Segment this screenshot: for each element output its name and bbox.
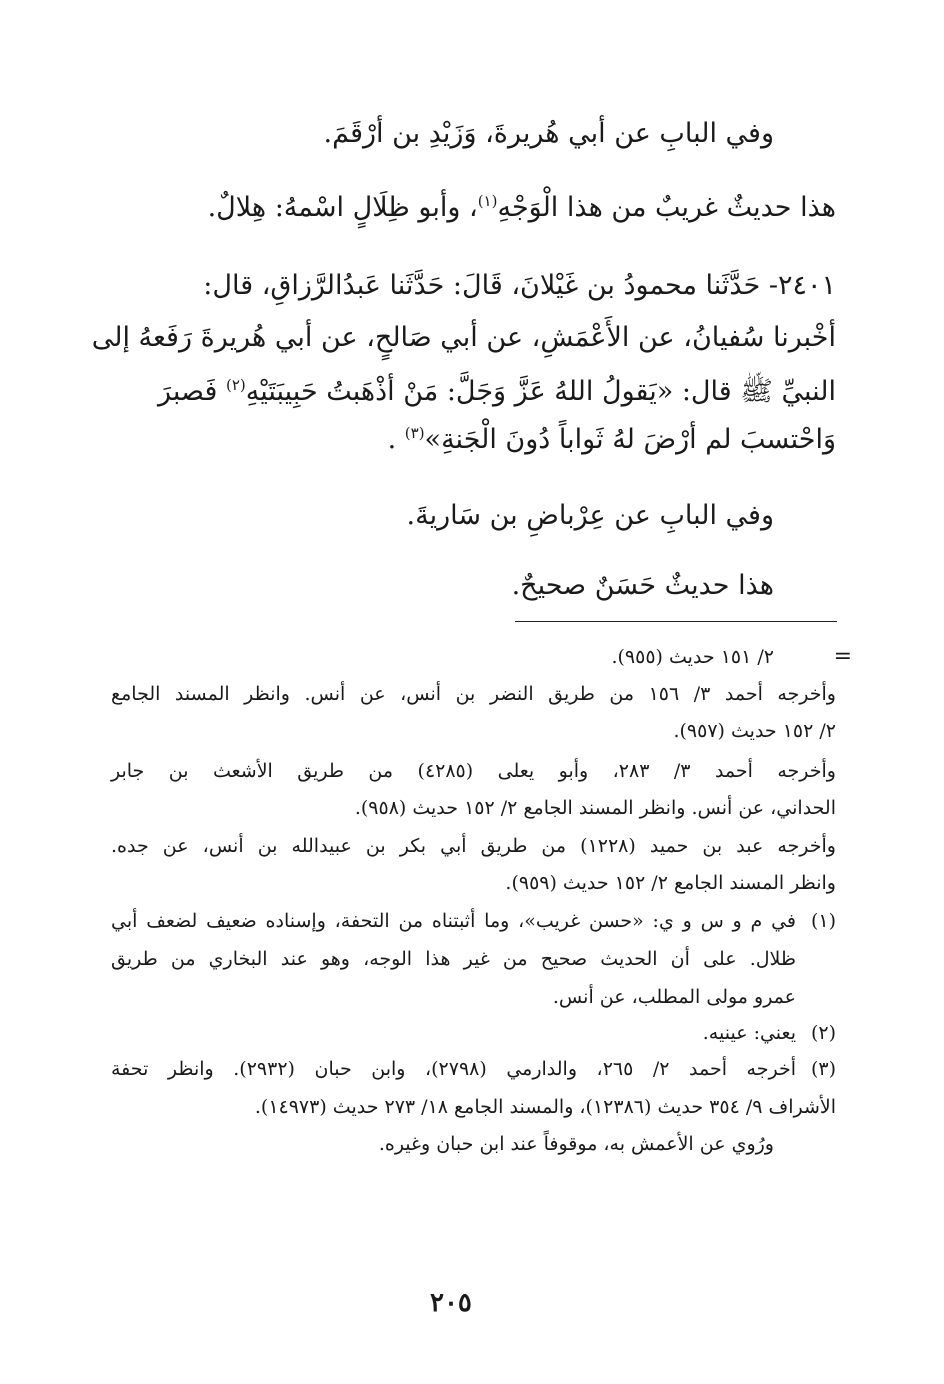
- footnote-line: [111, 683, 836, 705]
- hadith-text: وَاحْتسبَ لم أرْضَ لهُ ثَواباً دُونَ الْجَنةِ»: [424, 424, 836, 455]
- footnote-text: يعني: عينيه.: [702, 1022, 796, 1044]
- footnote-line: [505, 872, 836, 894]
- footnote-line: [611, 646, 774, 668]
- main-text: هذا حديثٌ حَسَنٌ صحيحٌ.: [511, 570, 774, 601]
- hadith-text: أخْبرنا سُفيانُ، عن الأَعْمَشِ، عن أبي صَالحٍ، عن أبي هُريرةَ رَفَعهُ إلى: [91, 322, 836, 353]
- footnote-text: الحداني، عن أنس. وانظر المسند الجامع ٢/ ١٥٢ حديث (٩٥٨).: [354, 797, 836, 819]
- footnote-text: وأخرجه عبد بن حميد (١٢٢٨) من طريق أبي بكر بن عبيدالله بن أنس، عن جده.: [111, 835, 836, 857]
- main-text: ، وأبو ظِلَالٍ اسْمهُ: هِلالٌ.: [207, 192, 478, 223]
- hadith-text: .: [387, 424, 405, 455]
- footnote-number-1: (١): [810, 910, 836, 932]
- footnote-line: [673, 720, 836, 742]
- main-line-bab-1: [324, 118, 774, 149]
- footnote-text: وأخرجه أحمد ٣/ ٢٨٣، وأبو يعلى (٤٢٨٥) من طريق الأشعث بن جابر: [111, 760, 836, 782]
- page-number: ٢٠٥: [430, 1288, 472, 1318]
- footnote-text: الأشراف ٩/ ٣٥٤ حديث (١٢٣٨٦)، والمسند الجامع ١٨/ ٢٧٣ حديث (١٤٩٧٣).: [254, 1096, 836, 1118]
- main-text: هذا حديثٌ غريبٌ من هذا الْوَجْهِ: [497, 192, 836, 223]
- footnote-separator: [515, 621, 837, 622]
- footnote-text: وأخرجه أحمد ٣/ ١٥٦ من طريق النضر بن أنس، عن أنس. وانظر المسند الجامع: [111, 683, 836, 705]
- footnote-text: وانظر المسند الجامع ٢/ ١٥٢ حديث (٩٥٩).: [505, 872, 836, 894]
- hadith-text: فَصبرَ: [158, 376, 226, 407]
- footnote-text: ٢/ ١٥٢ حديث (٩٥٧).: [673, 720, 836, 742]
- footnote-number-3: (٣): [810, 1058, 836, 1080]
- continuation-marker: =: [833, 644, 852, 669]
- footnote-line: [255, 1096, 836, 1118]
- footnote-line: [111, 760, 836, 782]
- footnote-line: [553, 986, 796, 1008]
- main-line-ghareeb: [208, 192, 836, 223]
- main-line-bab-2: [407, 500, 774, 531]
- footnote-ref-2: (٢): [225, 376, 246, 394]
- footnote-text: أخرجه أحمد ٢/ ٢٦٥، والدارمي (٢٧٩٨)، وابن حبان (٢٩٣٢). وانظر تحفة: [111, 1058, 796, 1080]
- hadith-line-4: [388, 424, 836, 455]
- footnote-text: ظلال. على أن الحديث صحيح من غير هذا الوجه، وهو عند البخاري من طريق: [111, 948, 796, 970]
- footnote-line: [111, 835, 836, 857]
- footnote-line: [379, 1133, 774, 1155]
- footnote-number-2: (٢): [810, 1022, 836, 1044]
- footnote-text: في م و س و ي: «حسن غريب»، وما أثبتناه من التحفة، وإسناده ضعيف لضعف أبي: [111, 910, 796, 932]
- main-text: وفي البابِ عن أبي هُريرةَ، وَزَيْدِ بن أرْقَمَ.: [323, 118, 774, 149]
- footnote-text: ٢/ ١٥١ حديث (٩٥٥).: [611, 646, 774, 668]
- hadith-line-1: [203, 270, 836, 301]
- footnote-ref-1: (١): [477, 192, 498, 210]
- hadith-line-3: [158, 374, 836, 414]
- main-line-hasan: [512, 570, 774, 601]
- main-text: وفي البابِ عن عِرْباضِ بن سَاريةَ.: [406, 500, 774, 531]
- hadith-text: النبيِّ ﷺ قال: «يَقولُ اللهُ عَزَّ وَجَلَّ: مَنْ أذْهَبتُ حَبِيبَتَيْهِ: [245, 376, 836, 407]
- footnote-line: [703, 1022, 796, 1044]
- hadith-line-2: [91, 322, 836, 353]
- footnote-text: عمرو مولى المطلب، عن أنس.: [552, 986, 796, 1008]
- hadith-text: ٢٤٠١- حَدَّثَنا محمودُ بن غَيْلانَ، قَالَ: حَدَّثَنا عَبدُالرَّزاقِ، قال:: [203, 270, 836, 301]
- footnote-ref-3: (٣): [404, 424, 425, 442]
- footnote-line: [111, 948, 796, 970]
- footnote-line: [111, 910, 796, 932]
- footnote-line: [355, 797, 836, 819]
- footnote-text: ورُوي عن الأعمش به، موقوفاً عند ابن حبان وغيره.: [378, 1133, 774, 1155]
- footnote-line: [111, 1058, 796, 1080]
